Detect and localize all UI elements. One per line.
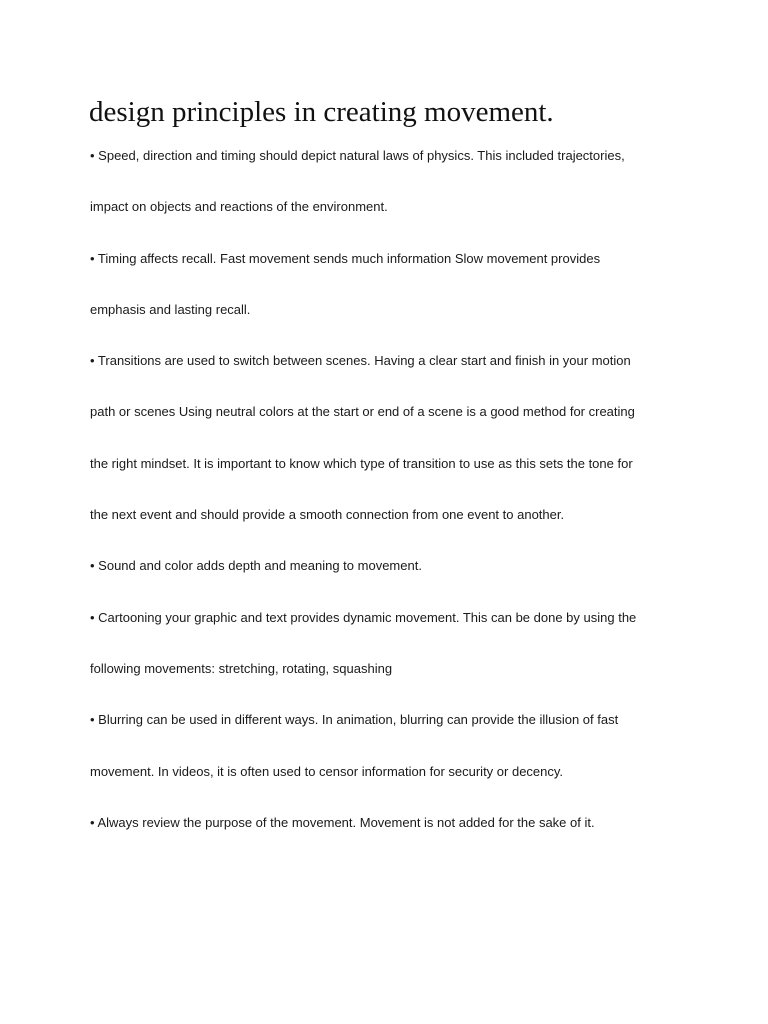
text-line: • Transitions are used to switch between scenes. Having a clear start and finish in your motion <box>90 353 631 369</box>
text-line: movement. In videos, it is often used to censor information for security or decency. <box>90 763 564 779</box>
text-line: • Sound and color adds depth and meaning to movement. <box>90 558 422 574</box>
text-line: the right mindset. It is important to know which type of transition to use as this sets the tone for <box>90 455 633 471</box>
text-line: • Cartooning your graphic and text provides dynamic movement. This can be done by using the <box>90 609 637 625</box>
text-line: following movements: stretching, rotating, squashing <box>90 660 393 676</box>
text-line: emphasis and lasting recall. <box>90 301 251 317</box>
document-title: design principles in creating movement. <box>89 96 554 128</box>
text-line: path or scenes Using neutral colors at the start or end of a scene is a good method for creating <box>90 404 635 420</box>
document-body <box>90 130 690 848</box>
text-line: the next event and should provide a smooth connection from one event to another. <box>90 507 565 523</box>
text-line: • Timing affects recall. Fast movement sends much information Slow movement provides <box>90 250 601 266</box>
text-line: impact on objects and reactions of the environment. <box>90 199 388 215</box>
text-line: • Blurring can be used in different ways. In animation, blurring can provide the illusion of fast <box>90 712 619 728</box>
text-line: • Always review the purpose of the movement. Movement is not added for the sake of it. <box>90 814 595 830</box>
text-line: • Speed, direction and timing should depict natural laws of physics. This included trajectories, <box>90 148 625 163</box>
